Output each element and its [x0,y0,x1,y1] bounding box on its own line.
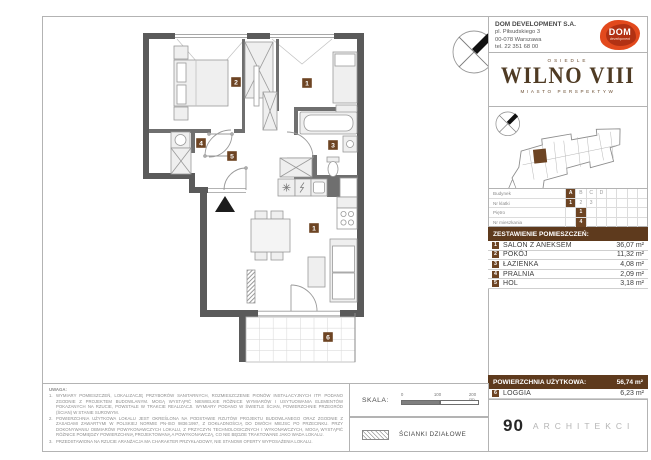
nightstand [174,107,188,120]
room-number-badge: 1 [492,242,499,249]
unit-table-cell-selected: 1 [575,208,585,217]
estate-tagline: MIASTO PERSPEKTYW [520,89,616,94]
partition-legend-label: ŚCIANKI DZIAŁOWE [399,431,467,438]
unit-table-cell [637,218,647,228]
bathtub-inner [304,115,353,131]
room-name: HOL [503,280,518,288]
room-number-badge: 5 [492,280,499,287]
room-row [488,270,648,280]
unit-table-label: Nr klatki [493,200,510,206]
unit-table-cell [616,218,626,228]
unit-table-cell-selected: A [565,189,575,198]
legend-box [349,417,489,452]
unit-table-cell [606,189,616,198]
entrance-marker-triangle [215,196,235,212]
plan-room-badge-number: 2 [234,79,238,87]
unit-table-cell [606,208,616,217]
scale-tick-0: 0 [400,392,404,397]
plan-room-badge-number: 5 [230,153,234,161]
usable-area-label: POWIERZCHNIA UŻYTKOWA: [493,378,587,386]
pillow [177,85,186,104]
usable-area-value: 56,74 m² [616,378,643,386]
unit-table-cell: D [596,189,606,198]
chair [255,252,267,260]
building-footprint [498,127,627,189]
room-name: SALON Z ANEKSEM [503,241,572,249]
architects-logo: 90 [503,415,524,435]
chair [271,211,283,219]
developer-info-box [488,16,648,53]
company-phone: tel. 22 351 68 00 [495,44,539,50]
unit-table-cell [596,208,606,217]
architects-box [488,399,648,452]
fridge [340,178,357,197]
estate-label: OSIEDLE [547,58,589,63]
unit-table-cell [616,208,626,217]
sofa-cushion [333,273,355,299]
room-name: PRALNIA [503,270,535,278]
unit-table-cell: B [575,189,585,198]
wardrobe-door [254,66,259,106]
unit-table-cell [606,199,616,208]
wc [328,162,338,177]
highlighted-unit [533,149,547,164]
notes-title: UWAGA: [49,387,67,392]
company-address2: 00-078 Warszawa [495,36,542,43]
loggia-area: 6,23 m² [620,389,644,397]
unit-table-cell [627,208,637,217]
unit-table-cell [627,189,637,198]
unit-table-cell [616,199,626,208]
pillow [335,54,355,66]
estate-name: WILNO VIII [500,61,636,89]
room-number-badge: 2 [492,251,499,258]
unit-table-cell: 3 [586,199,596,208]
unit-location-table [488,188,648,227]
chair [255,211,267,219]
site-plan [489,107,647,189]
plan-room-badge-number: 4 [199,140,203,148]
room-number-badge: 4 [492,271,499,278]
unit-table-cell: C [586,189,596,198]
unit-table-cell [627,218,637,228]
unit-table-cell [637,189,647,198]
sink [314,182,325,193]
unit-table-row [489,208,647,218]
plan-room-badge-number: 1 [305,80,309,88]
legal-note-item: 2. POWIERZCHNIA UŻYTKOWA LOKALU JEST OKREŚLONA NA PODSTAWIE RZUTÓW PROJEKTU BUDOWLANEGO ORAZ ZGODNIE Z ZASADAMI ZAWARTYMI W POLSKIEJ NORMIE PN-ISO 9836:1997, Z DOKŁADNOŚCIĄ DO DWÓCH MIEJSC PO PRZECINKU. PRZY DOKONYWANIU OBMIARÓW POWYKONAWCZYCH LOKALU, Z PRZYCZYN TECHNOLOGICZNYCH I WYKONAWCZYCH, MOGĄ WYSTĄPIĆ RÓŻNICE POMIĘDZY POWIERZCHNIĄ PROJEKTOWANĄ A POWYKONAWCZĄ, CO NIE BĘDZIE TRAKTOWANE JAKO WADA LOKALU. [49,416,343,438]
dom-development-logo: DOM development [600,20,640,50]
usable-area-bar [488,375,648,389]
unit-table-cell [637,199,647,208]
room-row [488,241,648,251]
rooms-list [488,241,648,289]
room-area: 3,18 m² [620,280,644,288]
unit-table-row [489,218,647,228]
rooms-header-title: ZESTAWIENIE POMIESZCZEŃ: [493,230,589,238]
nightstand [174,46,188,59]
scale-label: SKALA: [362,396,389,404]
unit-table-cell [606,218,616,228]
plan-room-badge-number: 1 [312,225,316,233]
loggia-row [488,389,648,399]
site-plan-box [488,106,648,189]
unit-table-cell [586,208,596,217]
unit-table-cell-selected: 4 [575,218,585,228]
partition-hatch-swatch [362,430,389,440]
loggia [246,313,355,362]
unit-table-cell [565,208,575,217]
unit-table-cell [616,189,626,198]
room-area: 36,07 m² [616,241,644,249]
unit-table-label: Budynek [493,191,511,196]
legal-note-item: 3. PRZEDSTAWIONA NA RZUCIE ARANŻACJA MA CHARAKTER PRZYKŁADOWY, NIE STANOWI OFERTY WYPOSAŻENIA LOKALU. [49,438,313,444]
room-name: POKÓJ [503,251,528,259]
tv-partition [247,270,255,303]
stove [337,208,357,229]
room-row [488,260,648,270]
plan-room-badge-number: 6 [326,334,330,342]
scale-tick-200: 200 [468,392,477,397]
rooms-header [488,227,648,241]
company-address1: pl. Piłsudskiego 3 [495,29,541,35]
loggia-badge: 6 [492,390,499,397]
unit-table-cell [596,199,606,208]
scale-tick-100: 100 [433,392,442,397]
dining-table [251,219,290,252]
room-area: 11,32 m² [616,251,644,259]
north-arrow [453,31,488,73]
unit-table-cell [637,208,647,217]
unit-table-cell [627,199,637,208]
company-name: DOM DEVELOPMENT S.A. [495,21,576,28]
architects-name: ARCHITEKCI [532,420,635,431]
sofa-cushion [333,246,355,272]
estate-logo-box [488,52,648,107]
room-name: ŁAZIENKA [503,260,539,268]
chair [271,252,283,260]
unit-table-row [489,189,647,199]
room-number-badge: 3 [492,261,499,268]
legal-notes [42,383,350,452]
loggia-name: LOGGIA [503,389,532,397]
scale-box [349,383,489,417]
unit-table-cell-selected: 1 [565,199,575,208]
scale-bar [401,392,479,408]
unit-table-cell [565,218,575,228]
pillow [177,63,186,82]
room-area: 2,09 m² [620,270,644,278]
room-row [488,251,648,261]
room-row [488,279,648,289]
coffee-table [308,257,325,287]
counter [337,197,357,208]
floor-plan [42,16,488,383]
room-area: 4,08 m² [620,260,644,268]
unit-table-cell [586,218,596,228]
unit-table-label: Nr mieszkania [493,219,523,225]
unit-table-label: Piętro [493,210,506,215]
unit-table-cell: 2 [575,199,585,208]
furniture [171,42,357,303]
unit-table-cell [596,218,606,228]
unit-table-row [489,199,647,209]
legal-note-item: 1. WYMIARY POMIESZCZEŃ, LOKALIZACJĘ PRZYBORÓW SANITARNYCH, ROZMIESZCZENIE PIONÓW INSTALACYJNYCH ITP. PODANO ZGODNIE Z PROJEKTEM BUDOWLANYM. MOGĄ WYSTĄPIĆ NIEWIELKIE RÓŻNICE WYMIARÓW I USYTUOWANIA ELEMENTÓW POKAZANYCH NA RZUCIE, POWSTAŁE W TRAKCIE REALIZACJI. WYMIARY PODANO W ŚWIETLE ŚCIAN, POWIERZCHNIE PRZEGRÓD (ŚCIAN) W STANIE SUROWYM. [49,393,343,415]
plan-room-badge-number: 3 [331,142,335,150]
site-north-arrow [496,112,520,136]
